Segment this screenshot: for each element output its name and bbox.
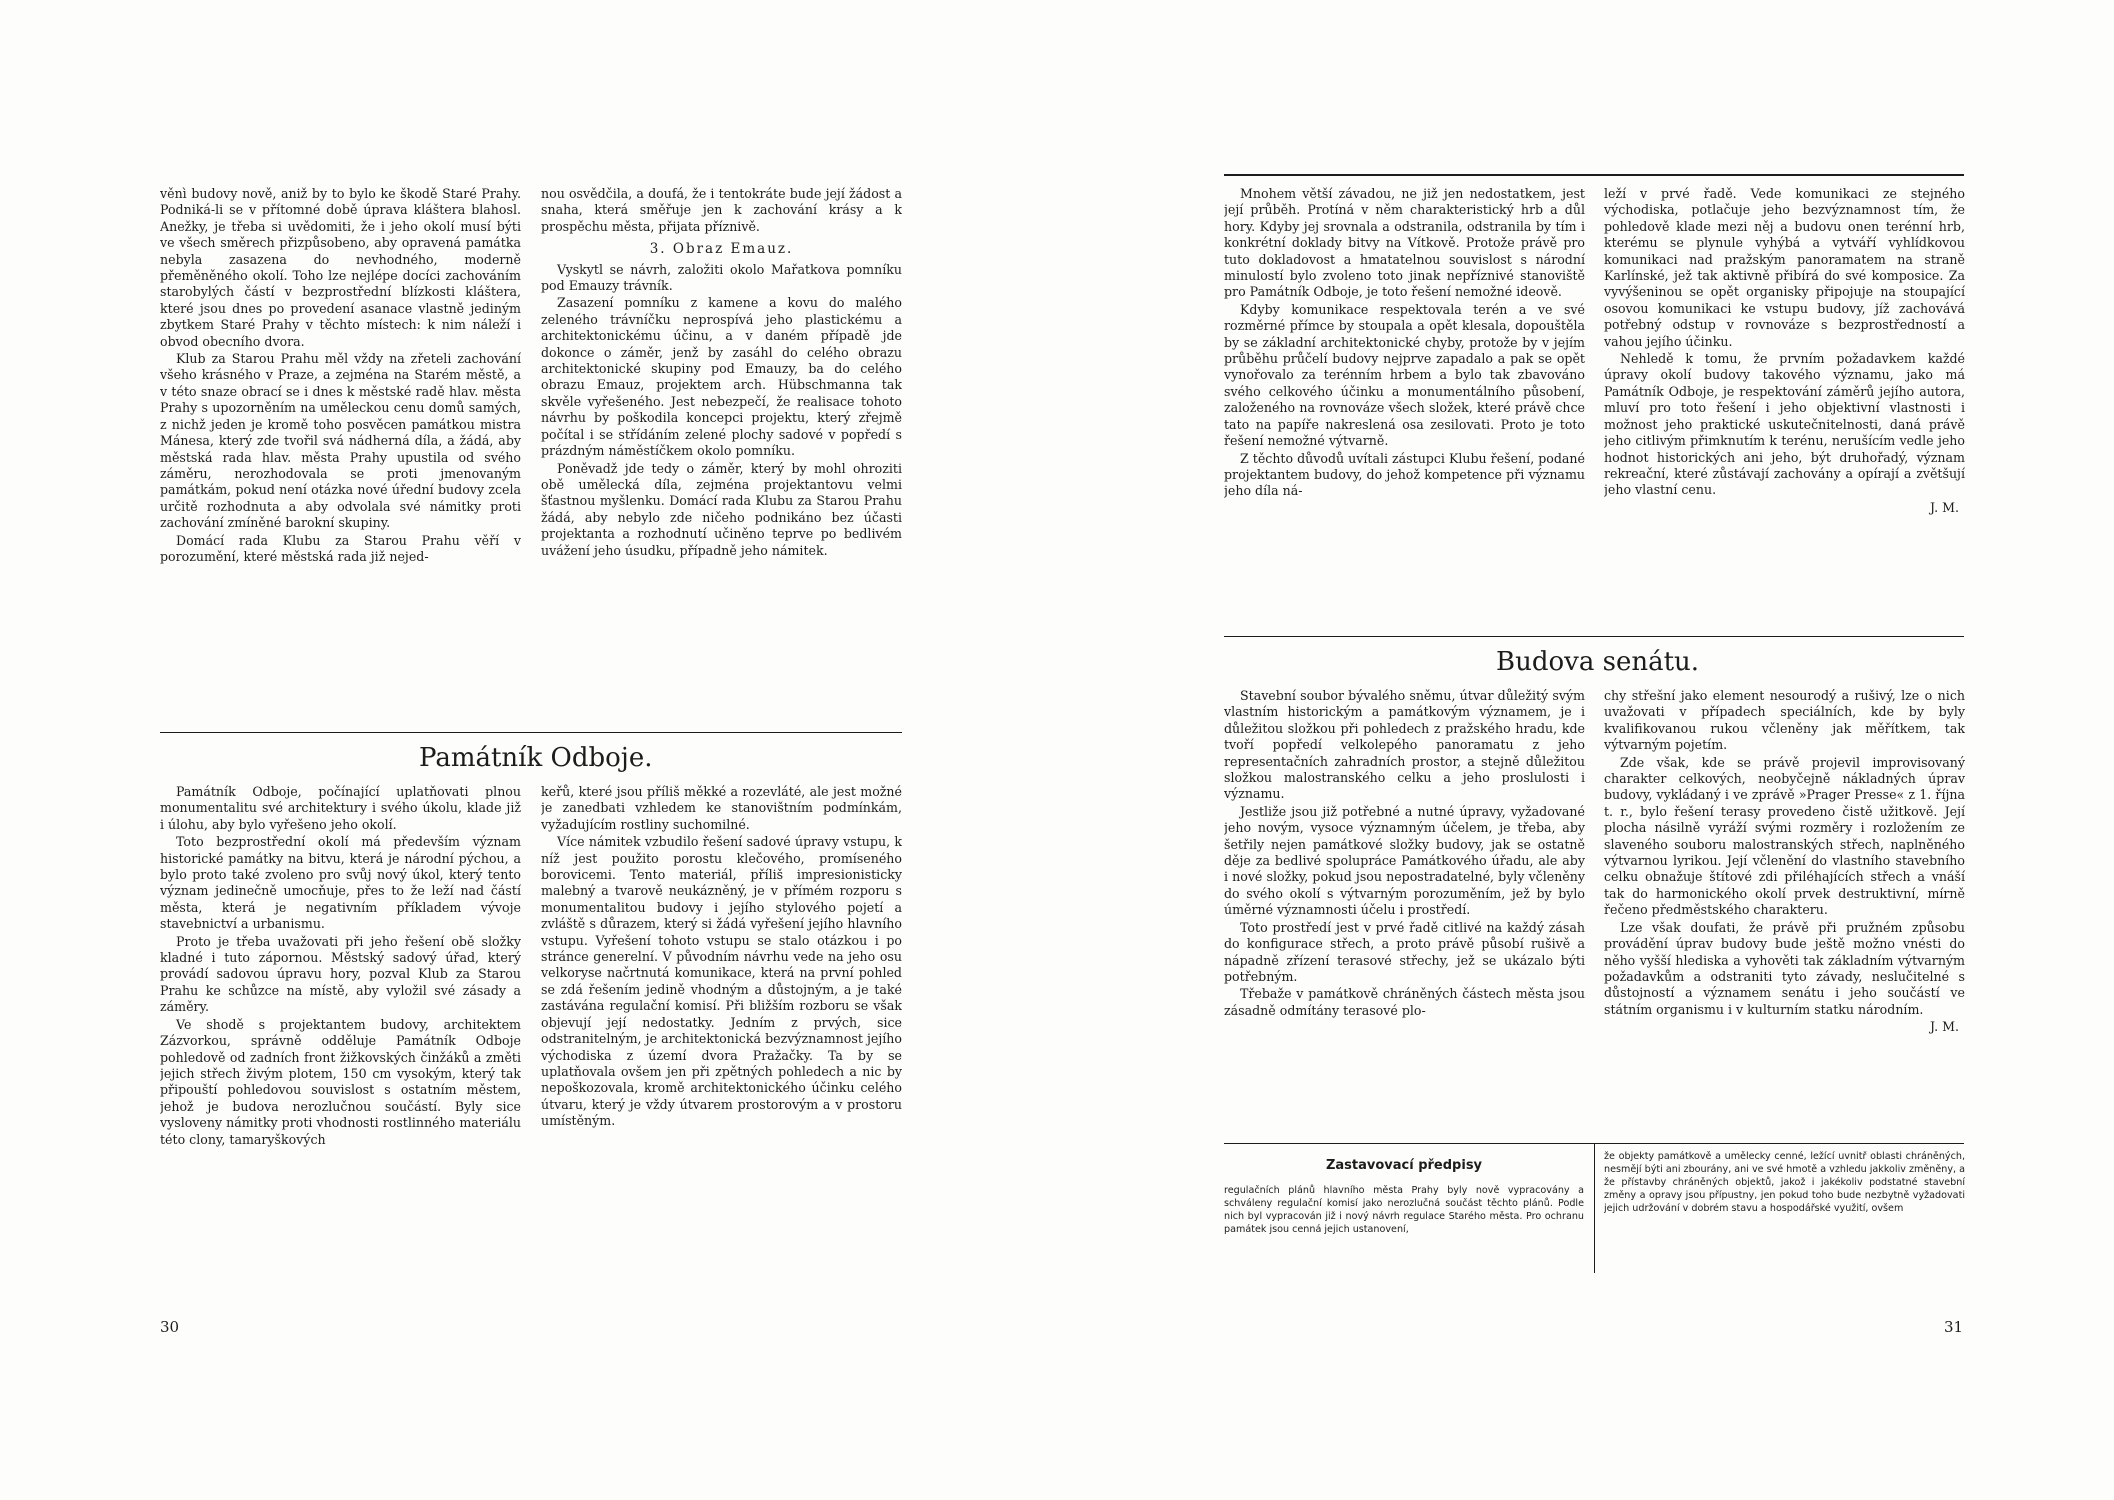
paragraph: Vyskytl se návrh, založiti okolo Mařatkova pomníku pod Emauzy trávník. [541,261,902,294]
right-bottom-column-1 [1224,688,1585,1138]
paragraph: Ve shodě s projektantem budovy, architektem Zázvorkou, správně odděluje Památník Odboje pohledově od zadních front žižkovských činžáků a změti jejich střech živým plotem, 150 cm vysokým, který tak připouští pohledovou souvislost s ostatním městem, jehož je budova nerozlučnou součástí. Byly sice vysloveny námitky proti vhodnosti rostlinného materiálu této clony, tamaryškových [160,1016,521,1147]
left-bottom-column-2 [541,784,902,1284]
paragraph: Zasazení pomníku z kamene a kovu do malého zeleného trávníčku neprospívá jeho plastickému a architektonickému účinu, a v daném případě jde dokonce o záměr, jenž by zasáhl do celého obrazu architektonické skupiny pod Emauzy, ba do celého obrazu Emauz, projektem arch. Hübschmanna tak skvěle vyřešeného. Jest nebezpečí, že realisace tohoto návrhu by poškodila koncepci projektu, který zřejmě počítal i se střídáním zelené plochy sadové v popředí s prázdným náměstíčkem okolo pomníku. [541,295,902,459]
paragraph: Nehledě k tomu, že prvním požadavkem každé úpravy okolí budovy takového významu, jako má Památník Odboje, je respektování záměrů jejího autora, mluví pro toto řešení i jeho objektivní vlastnosti i možnost jeho praktické uskutečnitelnosti, daná právě jeho citlivým přimknutím k terénu, nerušícím vedle jeho hodnot historických ani jeho, být druhořadý, význam rekreační, které zůstávají zachovány a opírají a zvětšují jeho vlastní cenu. [1604,351,1965,498]
paragraph: keřů, které jsou příliš měkké a rozevláté, ale jest možné je zanedbati vzhledem ke stanovištním podmínkám, vyžadujícím rostliny suchomilné. [541,784,902,832]
paragraph: Kdyby komunikace respektovala terén a ve své rozměrné přímce by stoupala a opět klesala, dopouštěla by se základní architektonické chyby, protože by v jejím průběhu průčelí budovy nejprve zapadalo a pak se opět vynořovalo za terénním hrbem a bylo tak zbavováno svého celkového účinku a monumentálního působení, založeného na rovnováze všech složek, které právě chce tato na papíře nakreslená osa zesilovati. Proto je toto řešení nemožné výtvarně. [1224,301,1585,449]
paragraph: Domácí rada Klubu za Starou Prahu věří v porozumění, které městská rada již nejed- [160,532,521,564]
paragraph: Poněvadž jde tedy o záměr, který by mohl ohroziti obě umělecká díla, zejména projektantovu velmi šťastnou myšlenku. Domácí rada Klubu za Starou Prahu žádá, aby nebylo zde ničeho podnikáno bez účasti projektanta a rozhodnutí učiněno teprve po bedlivém uvážení jeho úsudku, případně jeho námitek. [541,460,902,558]
paragraph: Z těchto důvodů uvítali zástupci Klubu řešení, podané projektantem budovy, do jehož kompetence při významu jeho díla ná- [1224,450,1585,499]
box-column-divider [1594,1143,1595,1273]
box-title-zastavovaci-predpisy: Zastavovací předpisy [1325,1158,1483,1173]
left-top-column-2 [541,186,902,726]
paragraph: nou osvědčila, a doufá, že i tentokráte bude její žádost a snaha, která směřuje jen k zachování krásy a k prospěchu města, přijata příznivě. [541,186,902,234]
page-number: 31 [1944,1318,1964,1336]
left-top-column-1 [160,186,521,726]
paragraph: chy střešní jako element nesourodý a rušivý, lze o nich uvažovati v případech speciálních, kde by byly kvalifikovanou rukou včleněny jak měřítkem, tak výtvarným pojetím. [1604,688,1965,753]
right-bottom-column-2 [1604,688,1965,1138]
page-number: 30 [160,1318,180,1336]
section-divider [1224,636,1964,637]
headline-budova-senatu: Budova senátu. [1496,647,1700,677]
headline-pamatnik-odboje: Památník Odboje. [419,743,653,773]
right-page [1057,0,2114,1500]
paragraph: věnì budovy nově, aniž by to bylo ke škodě Staré Prahy. Podniká-li se v přítomné době úprava kláštera blahosl. Anežky, je třeba si uvědomiti, že i jeho okolí musí býti ve všech směrech přizpůsobeno, aby opravená památka nebyla zasazena do nevhodného, moderně přeměněného okolí. Toho lze nejlépe docíci zachováním starobylých částí v bezprostřední blízkosti kláštera, které jsou dnes po provedení asanace vlastně jediným zbytkem Staré Prahy v těchto místech: k nim náleží i obvod obecního dvora. [160,186,521,349]
paragraph: Památník Odboje, počínající uplatňovati plnou monumentalitu své architektury i svého úkolu, klade již i úlohu, aby bylo vyřešeno jeho okolí. [160,784,521,832]
paragraph: Toto bezprostřední okolí má především význam historické památky na bitvu, která je národní pýchou, a bylo proto také zvoleno pro svůj nový úkol, který tento význam jedinečně umocňuje, přes to že leží nad částí města, která je negativním příkladem vývoje stavebnictví a urbanismu. [160,834,521,932]
top-rule [1224,174,1964,176]
paragraph: Mnohem větší závadou, ne již jen nedostatkem, jest její průběh. Protíná v něm charakteristický hrb a důl hory. Kdyby jej srovnala a odstranila, odstranila by tím i konkrétní doklady bitvy na Vítkově. Protože právě pro tuto dokladovost a hmatatelnou souvislost s národní minulostí bylo zvoleno toto jinak nepříznivé stanoviště pro Památník Odboje, je toto řešení nemožné ideově. [1224,186,1585,300]
signature: J. M. [1930,1019,1959,1035]
paragraph: Třebaže v památkově chráněných částech města jsou zásadně odmítány terasové plo- [1224,986,1585,1018]
box-column-1 [1224,1184,1584,1274]
right-top-column-2 [1604,186,1965,626]
box-paragraph: regulačních plánů hlavního města Prahy byly nově vypracovány a schváleny regulační komisí jako nerozlučná součást těchto plánů. Podle nich byl vypracován již i nový návrh regulace Starého města. Pro ochranu památek jsou cenná jejich ustanovení, [1224,1185,1584,1235]
left-bottom-column-1 [160,784,521,1284]
paragraph: Stavební soubor bývalého sněmu, útvar důležitý svým vlastním historickým a památkovým významem, je i důležitou složkou při pohledech z pražského hradu, kde tvoří popředí velkolepého panoramatu z jeho representačních zahradních prostor, a stejně důležitou složkou malostranského celku a jeho proslulosti i významu. [1224,688,1585,802]
section-divider [160,732,902,733]
paragraph: Proto je třeba uvažovati při jeho řešení obě složky kladné i tuto zápornou. Městský sadový úřad, který provádí sadovou úpravu hory, pozval Klub za Starou Prahu ke schůzce na místě, aby vyložil své zásady a záměry. [160,933,521,1015]
box-column-2 [1604,1150,1965,1274]
paragraph: Klub za Starou Prahu měl vždy na zřeteli zachování všeho krásného v Praze, a zejména na Starém městě, a v této snaze obrací se i dnes k městské radě hlav. města Prahy s upozorněním na uměleckou cenu domů samých, z nichž jeden je kromě toho posvěcen památkou mistra Mánesa, který zde tvořil svá nádherná díla, a žádá, aby městská rada hlav. města Prahy upustila od svého záměru, nerozhodovala se proti jmenovaným památkám, pokud není otázka nové úřední budovy zcela určitě rozhodnuta a aby odvolala své námitky proti zachování zmíněné barokní skupiny. [160,351,521,531]
paragraph: leží v prvé řadě. Vede komunikaci ze stejného východiska, potlačuje jeho bezvýznamnost tím, že pohledově klade mezi něj a budovu onen terénní hrb, kterému se plynule vyhýbá a vytváří vyhlídkovou komunikaci nad pražským panoramatem na straně Karlínské, jež tak aktivně přibírá do své komposice. Za vyvýšeninou se opět organisky připojuje na stoupající osovou komunikaci ke vstupu budovy, jíž zachovává potřebný odstup v rovnováze s bezprostředností a vahou jejího účinku. [1604,186,1965,349]
paragraph: Více námitek vzbudilo řešení sadové úpravy vstupu, k níž jest použito porostu klečového, promíseného borovicemi. Tento materiál, příliš impresionisticky malebný a tvarově neukázněný, je v přímém rozporu s monumentalitou budovy i jejího stylového pojetí a zvláště s důrazem, který si žádá vyřešení jejího hlavního vstupu. Vyřešení tohoto vstupu se stalo otázkou i po stránce generelní. V původním návrhu vede na jeho osu velkoryse načrtnutá komunikace, která na první pohled se zdá řešením jedině vhodným a důstojným, a je také zastávána regulační komisí. Při bližším rozboru se však objevují její nedostatky. Jedním z prvých, sice odstranitelným, je architektonická bezvýznamnost jejího východiska z území dvora Pražačky. Ta by se uplatňovala ovšem jen při zpětných pohledech a nic by nepoškozovala, kromě architektonického účinku celého útvaru, který je vždy útvarem prostorovým a v prostoru umístěným. [541,834,902,1129]
paragraph: Zde však, kde se právě projevil improvisovaný charakter celkových, neobyčejně nákladných úprav budovy, vykládaný i ve zprávě »Prager Presse« z 1. října t. r., bylo řešení terasy provedeno čistě užitkově. Její plocha násilně vyráží svými rozměry i rozložením ze slaveného souboru malostranských střech, naplněného výtvarnou lyrikou. Její včlenění do vlastního stavebního celku obnažuje štítové zdi přiléhajících střech a vnáší tak do harmonického okolí prvek destruktivní, mírně řečeno předměstského charakteru. [1604,754,1965,918]
box-paragraph: že objekty památkově a umělecky cenné, ležící uvnitř oblasti chráněných, nesmějí býti ani zbourány, ani ve své hmotě a vzhledu jakkoliv změněny, a že přístavby chráněných objektů, jakož i jakékoliv podstatné stavební změny a opravy jsou přípustny, jen pokud toho bude nezbytně vyžadovati jejich udržování v dobrém stavu a hospodářské využití, ovšem [1604,1151,1965,1214]
right-top-column-1 [1224,186,1585,626]
subheading-obraz-emauz: 3. Obraz Emauz. [649,241,794,258]
paragraph: Jestliže jsou již potřebné a nutné úpravy, vyžadované jeho novým, vysoce významným účelem, je třeba, aby šetřily nejen památkové složky budovy, jak se ostatně děje za bedlivé spolupráce Památkového úřadu, ale aby i nové složky, pokud jsou nepostradatelné, byly včleněny do svého okolí s výtvarným porozuměním, jež by bylo úměrné významnosti účelu i prostředí. [1224,803,1585,918]
paragraph: Lze však doufati, že právě při pružném způsobu provádění úprav budovy bude ještě možno vnésti do něho vyšší hlediska a vyhověti tak základním výtvarným požadavkům a odstraniti tyto závady, neslučitelné s důstojností a významem senátu i jeho součástí ve státním organismu i v kulturním statku národním. [1604,919,1965,1017]
paragraph: Toto prostředí jest v prvé řadě citlivé na každý zásah do konfigurace střech, a proto právě působí rušivě a nápadně zřízení terasové střechy, jež se ukázalo býti potřebným. [1224,919,1585,984]
signature: J. M. [1930,499,1959,515]
